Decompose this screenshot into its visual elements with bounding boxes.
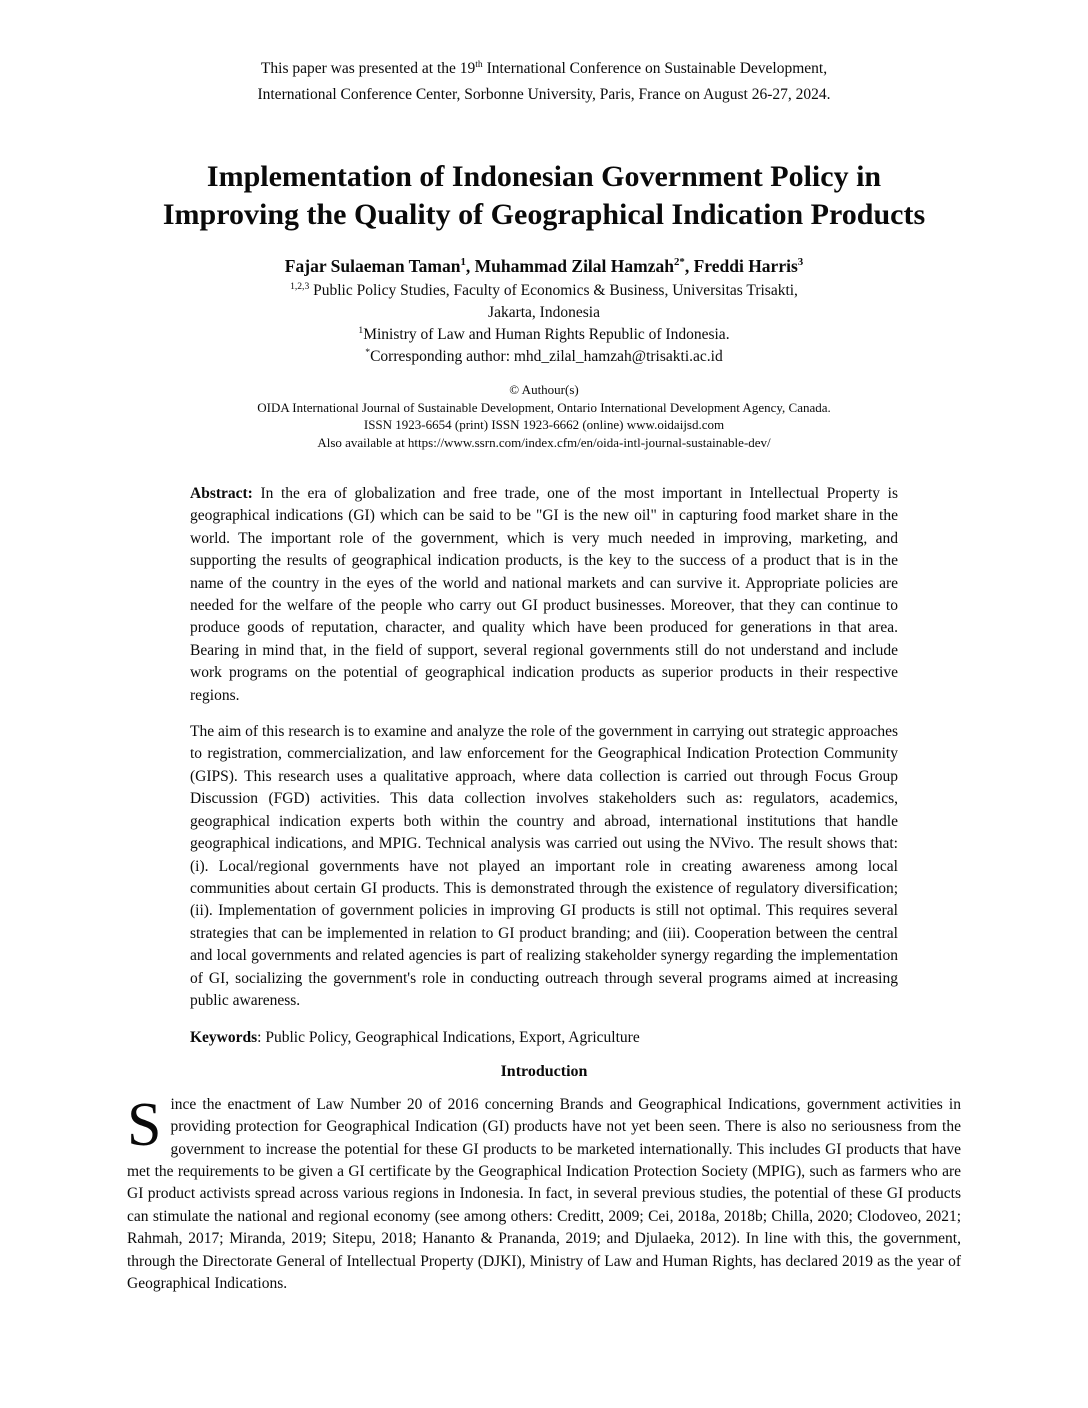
keywords-text: : Public Policy, Geographical Indications, Export, Agriculture (257, 1029, 640, 1047)
availability-line: Also available at https://www.ssrn.com/index.cfm/en/oida-intl-journal-sustainable-dev/ (317, 434, 771, 450)
abstract-label: Abstract: (190, 485, 253, 502)
affiliation-2-text: Jakarta, Indonesia (488, 304, 600, 321)
affiliation-3-superscript: 1 (358, 324, 364, 336)
abstract-paragraph-2: The aim of this research is to examine and analyze the role of the government in carrying out strategic approaches to registration, commercialization, and law enforcement for the Geographical Indication Protection Community (GIPS). This research uses a qualitative approach, where data collection is carried out through Focus Group Discussion (FGD) activities. This data collection involves stakeholders such as: regulators, academics, geographical indication experts both within the country and abroad, international institutions that handle geographical indications, and MPIG. Technical analysis was carried out using the NVivo. The result shows that: (i). Local/regional governments have not played an important role in creating awareness among local communities about certain GI products. This is demonstrated through the existence of regulatory diversification; (ii). Implementation of government policies in improving GI products is still not optimal. This requires several strategies that can be implemented in relation to GI product branding; and (iii). Cooperation between the central and local governments and related agencies is part of realizing stakeholder synergy regarding the implementation of GI, socializing the government's role in conducting outreach through several programs aimed at increasing public awareness. (190, 723, 898, 1009)
affiliation-line-2 (0, 302, 1088, 324)
affiliation-line-1 (0, 280, 1088, 302)
affiliation-1-superscript: 1,2,3 (290, 280, 310, 292)
keywords-label: Keywords (190, 1029, 258, 1047)
copyright-authors-line: © Authour(s) (509, 382, 579, 397)
author-2-name: Muhammad Zilal Hamzah (474, 256, 674, 276)
keywords-line (190, 1027, 898, 1049)
author-3-name: Freddi Harris (693, 256, 798, 276)
paper-title (0, 158, 1088, 234)
author-3-superscript: 3 (797, 256, 804, 269)
author-2-superscript: 2* (673, 256, 685, 269)
corresponding-author-email: Corresponding author: mhd_zilal_hamzah@trisakti.ac.id (370, 348, 723, 365)
corresponding-author-line (0, 346, 1088, 368)
author-separator: , (684, 256, 694, 276)
note-superscript: th (475, 58, 483, 70)
corresponding-author-superscript: * (365, 346, 371, 358)
issn-line: ISSN 1923-6654 (print) ISSN 1923-6662 (online) www.oidaijsd.com (363, 417, 725, 432)
affiliation-3-text: Ministry of Law and Human Rights Republic of Indonesia. (363, 326, 730, 343)
introduction-text: ince the enactment of Law Number 20 of 2016 concerning Brands and Geographical Indications, government activities in providing protection for Geographical Indication (GI) products have not yet been seen. There is also no seriousness from the government to increase the potential for these GI products to be marketed internationally. This includes GI products that have met the requirements to be given a GI certificate by the Geographical Indication Protection Society (MPIG), such as farmers who are GI product activists spread across various regions in Indonesia. In fact, in several previous studies, the potential of these GI products can stimulate the national and regional economy (see among others: Creditt, 2009; Cei, 2018a, 2018b; Chilla, 2020; Clodoveo, 2021; Rahmah, 2017; Miranda, 2019; Sitepu, 2018; Hananto & Prananda, 2019; and Djulaeka, 2012). In line with this, the government, through the Directorate General of Intellectual Property (DJKI), Ministry of Law and Human Rights, has declared 2019 as the year of Geographical Indications. (127, 1095, 961, 1292)
author-1-superscript: 1 (460, 256, 466, 269)
paper-title-line1: Implementation of Indonesian Government Policy in (206, 160, 882, 193)
affiliation-line-3 (0, 324, 1088, 346)
note-text-cont: International Conference on Sustainable Development, (482, 60, 828, 77)
paper-title-line2: Improving the Quality of Geographical Indication Products (162, 198, 926, 231)
journal-copyright-block (0, 381, 1088, 451)
journal-name-line: OIDA International Journal of Sustainable Development, Ontario International Development Agency, Canada. (257, 399, 831, 415)
introduction-heading: Introduction (500, 1062, 588, 1080)
presentation-note-line2: International Conference Center, Sorbonne University, Paris, France on August 26-27, 2024. (257, 86, 831, 103)
presentation-note (0, 0, 1088, 108)
author-separator: , (465, 256, 475, 276)
presentation-note-line1 (0, 56, 1088, 82)
abstract-section (190, 483, 898, 1012)
introduction-paragraph (127, 1090, 961, 1296)
abstract-paragraph-1-text: In the era of globalization and free trade, one of the most important in Intellectual Property is geographical indications (GI) which can be said to be "GI is the new oil" in capturing food market share in the world. The important role of the government, which is very much needed in improving, marketing, and supporting the results of geographical indication products, is the key to the success of a product that is in the name of the country in the eyes of the world and national markets and can survive it. Appropriate policies are needed for the welfare of the people who carry out GI product businesses. Moreover, that they can continue to produce goods of reputation, character, and quality which have been produced for generations in that area. Bearing in mind that, in the field of support, several regional governments still do not understand and include work programs on the potential of geographical indication products as superior products in their respective regions. (190, 485, 898, 704)
dropcap-letter: S (127, 1090, 162, 1159)
author-line (0, 256, 1088, 277)
note-text: This paper was presented at the 19 (260, 60, 476, 77)
author-1-name: Fajar Sulaeman Taman (284, 256, 461, 276)
affiliation-block (0, 280, 1088, 368)
affiliation-1-text: Public Policy Studies, Faculty of Economics & Business, Universitas Trisakti, (309, 282, 798, 299)
abstract-paragraph-1 (190, 483, 898, 707)
